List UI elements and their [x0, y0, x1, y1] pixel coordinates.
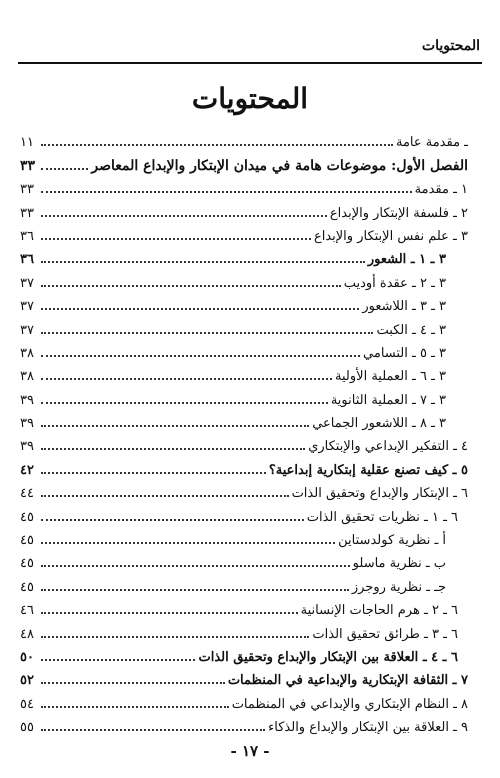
toc-entry: [20, 453, 468, 476]
page-number: - ١٧ -: [230, 742, 270, 760]
toc-entry-page: ٤٥: [20, 533, 34, 549]
toc-entry-title: ٨ ـ النظام الإبتكاري والإبداعي في المنظمات: [231, 696, 468, 712]
toc-entry-title: ٣ ـ ٦ ـ العملية الأولية: [335, 369, 446, 385]
toc-entry-page: ٣٣: [20, 205, 34, 221]
dot-leader: [41, 542, 335, 544]
toc-entry-title: ٣ ـ ١ ـ الشعور: [367, 252, 446, 268]
toc-entry-page: ٥٠: [20, 649, 34, 665]
toc-entry-page: ٣٨: [20, 345, 34, 361]
toc-entry: [20, 126, 468, 149]
toc-entry: [20, 196, 468, 219]
toc-entry-title: ٣ ـ ٤ ـ الكبت: [376, 322, 446, 338]
toc-entry-page: ٣٦: [20, 228, 34, 244]
toc-entry: [20, 477, 468, 500]
toc-entry-title: ٦ ـ ٤ ـ العلاقة بين الإبتكار والإبداع وتحقيق الذات: [198, 649, 458, 665]
dot-leader: [41, 636, 309, 638]
toc-entry-title: أ ـ نظرية كولدستاين: [338, 533, 446, 549]
toc-entry-page: ٣٣: [20, 182, 34, 198]
dot-leader: [41, 355, 360, 357]
toc-entry-title: ٢ ـ فلسفة الإبتكار والإبداع: [329, 205, 468, 221]
toc-entry-page: ٣٧: [20, 322, 34, 338]
dot-leader: [41, 472, 266, 474]
toc-entry-page: ٤٤: [20, 486, 34, 502]
dot-leader: [41, 332, 373, 334]
toc-entry: [20, 243, 468, 266]
toc-entry: [20, 173, 468, 196]
toc-entry-title: ٣ ـ ٣ ـ اللاشعور: [362, 299, 446, 315]
toc-entry: [20, 407, 468, 430]
toc-entry: [20, 594, 468, 617]
toc-entry-page: ٣٧: [20, 275, 34, 291]
toc-entry-page: ٣٩: [20, 392, 34, 408]
dot-leader: [41, 378, 332, 380]
toc-entry: [20, 687, 468, 710]
toc-entry-page: ١١: [20, 135, 34, 151]
dot-leader: [41, 215, 327, 217]
toc-entry-title: ٣ ـ ٥ ـ التسامي: [363, 345, 446, 361]
table-of-contents: [20, 126, 468, 734]
toc-entry-title: ٣ ـ ٧ ـ العملية الثانوية: [330, 392, 446, 408]
toc-entry: [20, 149, 468, 172]
toc-entry-page: ٣٩: [20, 416, 34, 432]
toc-entry: [20, 547, 468, 570]
dot-leader: [41, 168, 88, 170]
dot-leader: [41, 565, 350, 567]
toc-entry-page: ٣٨: [20, 369, 34, 385]
toc-entry-page: ٣٣: [20, 157, 36, 174]
toc-entry: [20, 337, 468, 360]
dot-leader: [41, 682, 225, 684]
toc-entry-title: الفصل الأول: موضوعات هامة في ميدان الإبتكار والإبداع المعاصر: [91, 157, 468, 174]
toc-entry: [20, 617, 468, 640]
toc-entry-page: ٤٥: [20, 556, 34, 572]
page-title: المحتويات: [191, 82, 309, 115]
toc-entry-page: ٣٧: [20, 299, 34, 315]
toc-entry-page: ٣٩: [20, 439, 34, 455]
toc-entry: [20, 524, 468, 547]
toc-entry-title: ـ مقدمة عامة: [395, 135, 468, 151]
toc-entry: [20, 711, 468, 734]
dot-leader: [41, 308, 359, 310]
toc-entry-title: ٣ ـ ٨ ـ اللاشعور الجماعي: [312, 416, 446, 432]
header-rule: [18, 62, 482, 64]
dot-leader: [41, 448, 305, 450]
toc-entry-page: ٥٤: [20, 696, 34, 712]
dot-leader: [41, 191, 412, 193]
toc-entry-page: ٤٨: [20, 626, 34, 642]
dot-leader: [41, 261, 365, 263]
toc-entry-page: ٤٥: [20, 579, 34, 595]
dot-leader: [41, 612, 298, 614]
running-header: المحتويات: [421, 38, 480, 54]
dot-leader: [41, 144, 393, 146]
dot-leader: [41, 659, 195, 661]
toc-entry: [20, 430, 468, 453]
dot-leader: [41, 519, 304, 521]
toc-entry-title: ٦ ـ ١ ـ نظريات تحقيق الذات: [306, 509, 458, 525]
toc-entry-title: ٤ ـ التفكير الإبداعي والإبتكاري: [308, 439, 468, 455]
toc-entry-title: ٧ ـ الثقافة الإبتكارية والإبداعية في المنظمات: [227, 673, 468, 689]
toc-entry-title: ب ـ نظرية ماسلو: [352, 556, 446, 572]
toc-entry: [20, 266, 468, 289]
dot-leader: [41, 495, 289, 497]
dot-leader: [41, 402, 328, 404]
toc-entry-page: ٥٥: [20, 720, 34, 736]
toc-entry-title: ٣ ـ ٢ ـ عقدة أوديب: [343, 275, 446, 291]
toc-entry: [20, 500, 468, 523]
dot-leader: [41, 238, 311, 240]
toc-entry-title: ١ ـ مقدمة: [414, 182, 468, 198]
toc-entry-page: ٤٦: [20, 603, 34, 619]
dot-leader: [41, 589, 349, 591]
toc-entry: [20, 290, 468, 313]
toc-entry-title: ٦ ـ الإبتكار والإبداع وتحقيق الذات: [291, 486, 468, 502]
toc-entry-page: ٥٢: [20, 673, 34, 689]
toc-entry-title: ٣ ـ علم نفس الإبتكار والإبداع: [313, 228, 468, 244]
toc-entry: [20, 360, 468, 383]
toc-entry: [20, 664, 468, 687]
toc-entry: [20, 220, 468, 243]
toc-entry-title: ٦ ـ ٣ ـ طرائق تحقيق الذات: [312, 626, 458, 642]
toc-entry-page: ٤٢: [20, 462, 34, 478]
dot-leader: [41, 285, 341, 287]
toc-entry: [20, 313, 468, 336]
toc-entry-title: ٥ ـ كيف تصنع عقلية إبتكارية إبداعية؟: [268, 462, 468, 478]
dot-leader: [41, 425, 309, 427]
toc-entry: [20, 570, 468, 593]
toc-entry-title: جـ ـ نظرية روجرز: [351, 579, 446, 595]
toc-entry-page: ٤٥: [20, 509, 34, 525]
dot-leader: [41, 729, 265, 731]
toc-entry-title: ٦ ـ ٢ ـ هرم الحاجات الإنسانية: [300, 603, 458, 619]
toc-entry: [20, 641, 468, 664]
dot-leader: [41, 706, 229, 708]
toc-entry: [20, 383, 468, 406]
toc-entry-page: ٣٦: [20, 252, 34, 268]
toc-entry-title: ٩ ـ العلاقة بين الإبتكار والإبداع والذكاء: [268, 720, 468, 736]
